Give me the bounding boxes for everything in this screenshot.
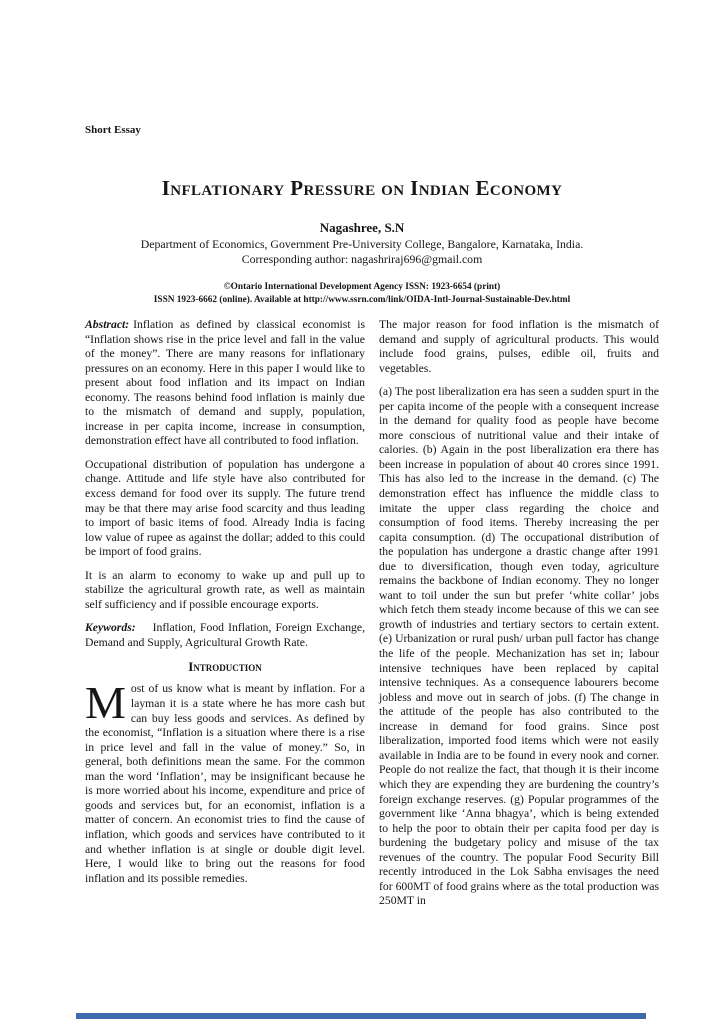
author-affiliation: Department of Economics, Government Pre-University College, Bangalore, Karnataka, India. [140, 237, 584, 251]
keywords-text: Inflation, Food Inflation, Foreign Exchange, Demand and Supply, Agricultural Growth Rate. [85, 621, 365, 649]
abstract-paragraph-2: Occupational distribution of population has undergone a change. Attitude and life style have also contributed for excess demand for food over its supply. The future trend may be that there may arise food scarcity and thus leading to import of basic items of food. Already India is facing low value of rupee as against the dollar; added to this could be import of food grains. [85, 457, 365, 559]
copyright-line-2: ISSN 1923-6662 (online). Available at http://www.ssrn.com/link/OIDA-Intl-Journal-Sustainable-Dev.html [153, 295, 571, 305]
copyright-line-1: ©Ontario International Development Agency ISSN: 1923-6654 (print) [223, 282, 501, 292]
right-column [379, 318, 659, 918]
keywords-paragraph [85, 621, 365, 650]
author-name: Nagashree, S.N [319, 220, 405, 235]
body-paragraph-2: (a) The post liberalization era has seen a sudden spurt in the per capita income of the people with a consequent increase in the demand for quality food as people have become more conscious of nutritional value and their intake of calories. (b) Again in the post liberalization era there has been increase in population of about 40 crores since 1991. This has also led to the increase in the demand. (c) The demonstration effect has influence the middle class to imitate the upper class regarding the choice and consumption of food items. Thereby increasing the per capita consumption. (d) The occupational distribution of the population has undergone a drastic change after 1991 due to diversification, though even today, agriculture remains the backbone of Indian economy. They no longer want to toil under the sun but prefer ‘white collar’ jobs which fetch them steady income because of this we can see growth of industries and tertiary sectors to certain extent. (e) Urbanization or rural push/ urban pull factor has change the life of the people. Mechanization has set in; labour intensive techniques have been replaced by capital intensive techniques. As a consequence labourers become jobless and move out in search of jobs. (f) The change in the attitude of the people has also contributed to the increase in demand for food grains. Since post liberalization, imported food items which were not easily available in India are to be found in every nook and corner. People do not realize the fact, that though it is their income which they are expending they are burdening the country’s foreign exchange reserves. (g) Popular programmes of the government like ‘Anna bhagya’, which is being extended to help the poor to obtain their per capita food per day is burdening the budgetary policy and misuse of the tax revenues of the country. The popular Food Security Bill recently introduced in the Lok Sabha envisages the need for 600MT of food grains where as the total production was 250MT in [379, 385, 659, 908]
abstract-paragraph-3: It is an alarm to economy to wake up and pull up to stabilize the agricultural growth rate, as well as maintain self sufficiency and if possible encourage exports. [85, 568, 365, 611]
abstract-text-1: Inflation as defined by classical economist is “Inflation shows rise in the price level and fall in the value of the money”. There are many reasons for inflationary pressures on an economy. Here in this paper I would like to present about food inflation and its impact on Indian economy. The reasons behind food inflation is mainly due to the mismatch of demand and supply, population, increase in per capita income, increase in consumption, demonstration effect have all contributed to food inflation. [85, 318, 365, 448]
body-paragraph-1: The major reason for food inflation is the mismatch of demand and supply of agricultural products. This would include food grains, pulses, edible oil, fruits and vegetables. [379, 318, 659, 375]
paper-title: Inflationary Pressure on Indian Economy [161, 176, 563, 200]
introduction-text: ost of us know what is meant by inflation. For a layman it is a state where he has more cash but can buy less goods and services. As defined by the economist, “Inflation is a situation where there is a rise in price level and fall in the value of money.” So, in general, both definitions mean the same. For the common man the word ‘Inflation’, may be insignificant because he is more worried about his income, expenditure and price of goods and services but, for an economist, inflation is a matter of concern. An economist tries to find the cause of inflation, which goods and services have contributed to it and whether inflation is at single or double digit level. Here, I would like to bring out the reasons for food inflation and its possible remedies. [85, 682, 365, 885]
left-column [85, 318, 365, 918]
corresponding-author-line: Corresponding author: nagashriraj696@gmail.com [241, 252, 483, 266]
two-column-body [85, 318, 659, 918]
abstract-paragraph-1 [85, 318, 365, 449]
drop-cap: M [85, 677, 126, 729]
abstract-label: Abstract: [85, 318, 130, 331]
introduction-heading: Introduction [188, 659, 262, 675]
article-type-label: Short Essay [85, 124, 141, 136]
keywords-label: Keywords: [85, 621, 136, 635]
introduction-paragraph [85, 677, 365, 886]
bottom-accent-bar [76, 1013, 646, 1019]
publisher-issn-block [0, 281, 724, 307]
